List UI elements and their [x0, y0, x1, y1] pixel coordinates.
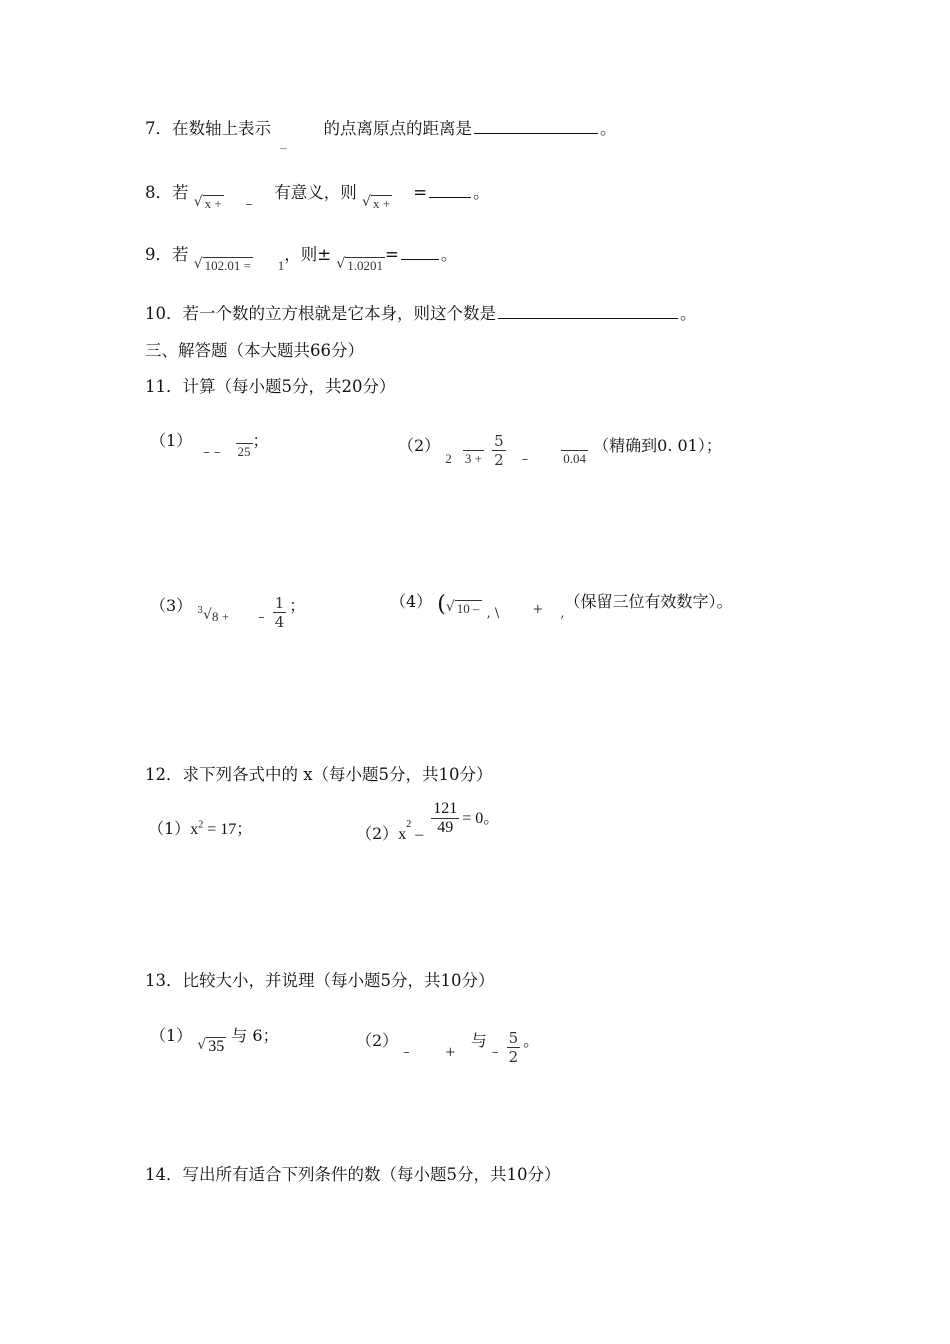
q11-p3-minus: –: [258, 610, 265, 625]
sqrt-sign-icon: √: [193, 194, 203, 210]
q13-p2-frac: [507, 1029, 521, 1066]
q11-p3-frac: [273, 594, 287, 631]
sqrt-sign-icon: √: [362, 194, 371, 210]
q10-end: 。: [680, 304, 697, 323]
q8-dash: –: [245, 197, 253, 212]
q11-p3-label: （3）: [150, 596, 193, 615]
q8-end: 。: [473, 183, 490, 202]
q12-p2-den: 49: [437, 819, 454, 836]
q8-text-b: 有意义，则: [274, 183, 357, 202]
q8-expr2: x +: [372, 196, 391, 211]
q13-p1-rest: 与 6；: [231, 1026, 279, 1045]
q11-p3-frac-bottom: 4: [274, 613, 285, 631]
q13-p1-label: （1）: [150, 1026, 193, 1045]
q9-answer-blank[interactable]: [401, 245, 439, 260]
q11-p4-label: （4）: [390, 592, 433, 611]
q13-p2-plus: +: [444, 1045, 456, 1060]
question-10: [145, 303, 697, 325]
q13-p2-with: 与: [470, 1031, 487, 1050]
q13-part-2: [356, 1023, 540, 1066]
q11-part-4: [390, 588, 733, 621]
q12-p2-frac: [431, 800, 459, 837]
q11-p3-cube-index: 3: [197, 605, 204, 616]
q9-one: 1: [277, 258, 285, 273]
q11-p2-rad: 0.04: [563, 451, 587, 466]
q10-answer-blank[interactable]: [498, 304, 678, 319]
q11-p4-close: ,: [560, 606, 565, 621]
q12-p2-sup: 2: [406, 818, 412, 830]
q9-text-b: ，则±: [284, 245, 332, 264]
q8-eq: =: [413, 183, 428, 202]
q11-p3-end: ；: [289, 596, 306, 615]
sqrt-sign-icon: √: [336, 256, 346, 272]
q13-p2-frac-bottom: 2: [508, 1048, 519, 1066]
q11-p1-rad: 25: [237, 444, 251, 459]
q12-part-2: [356, 800, 500, 843]
q12-p1-label: （1）: [148, 819, 191, 838]
q13-p2-minus2: –: [491, 1045, 499, 1060]
q13-p1-rad: 35: [208, 1038, 225, 1055]
q11-p1-dashes: – –: [203, 445, 221, 460]
q12-p2-rest: = 0。: [462, 810, 500, 827]
q12-p2-minus: –: [411, 826, 424, 843]
q7-answer-blank[interactable]: [474, 119, 598, 134]
q13-part-1: [150, 1023, 279, 1055]
q11-p3-rad: 8 +: [211, 609, 230, 624]
q11-p2-frac: [492, 432, 506, 469]
q12-part-1: [148, 816, 252, 839]
q11-p2-label: （2）: [398, 436, 441, 455]
q11-p2-frac-top: 5: [494, 432, 504, 450]
q13-p2-label: （2）: [356, 1031, 399, 1050]
q9-end: 。: [440, 245, 458, 264]
section-3-title: 三、解答题（本大题共66分）: [145, 341, 364, 360]
q11-part-1: [150, 428, 269, 460]
open-paren-icon: (: [437, 592, 446, 617]
q11-p2-three: 3 +: [464, 451, 482, 466]
question-9: [145, 244, 458, 273]
q12-p2-label: （2）: [356, 824, 399, 843]
q11-p4-rad: 10 –: [456, 601, 480, 616]
q11-p4-note: （保留三位有效数字）。: [564, 592, 733, 611]
q13-p2-minus: –: [403, 1045, 410, 1060]
q9-expr1: 102.01 =: [204, 258, 252, 273]
q11-p2-frac-bottom: 2: [494, 451, 504, 469]
q14-title: 14．写出所有适合下列条件的数（每小题5分，共10分）: [145, 1165, 561, 1184]
q7-text-b: 的点离原点的距离是: [323, 119, 472, 138]
q11-p1-label: （1）: [150, 431, 193, 450]
q13-title: 13．比较大小，并说理（每小题5分，共10分）: [145, 971, 495, 990]
q11-p1-end: ；: [252, 431, 269, 450]
q7-end: 。: [600, 119, 617, 138]
q11-p2-two: 2: [445, 451, 452, 466]
q8-expr1: x +: [204, 196, 222, 211]
q9-text-a: 9．若: [145, 245, 189, 264]
q7-text-a: 7．在数轴上表示: [145, 119, 271, 138]
q11-p4-plus: +: [532, 602, 544, 617]
q11-p4-mid: , \: [486, 606, 500, 621]
q12-p2-num: 121: [433, 800, 458, 817]
q8-answer-blank[interactable]: [429, 183, 471, 198]
q11-part-2: [398, 428, 722, 469]
q7-dash: _: [280, 135, 287, 150]
q10-text: 10．若一个数的立方根就是它本身，则这个数是: [145, 304, 496, 323]
sqrt-sign-icon: √: [445, 599, 455, 615]
sqrt-sign-icon: √: [203, 607, 212, 623]
q11-title: 11．计算（每小题5分，共20分）: [145, 377, 396, 396]
q11-part-3: [150, 588, 306, 631]
q12-p1-sup: 2: [198, 819, 204, 831]
q12-p2-expr: x: [398, 826, 407, 843]
q11-p2-note: （精确到0. 01）；: [593, 436, 722, 455]
q13-p2-frac-top: 5: [508, 1029, 519, 1047]
q12-title: 12．求下列各式中的 x（每小题5分，共10分）: [145, 765, 493, 784]
q12-p1-rest: = 17；: [203, 821, 253, 838]
question-7: [145, 118, 617, 150]
q13-p2-end: 。: [523, 1031, 540, 1050]
q12-p1-expr: x: [190, 821, 199, 838]
q11-p3-frac-top: 1: [274, 594, 285, 612]
q8-text-a: 8．若: [145, 183, 189, 202]
q9-expr2: 1.0201: [347, 258, 384, 273]
q9-eq: =: [385, 245, 399, 264]
question-8: [145, 182, 490, 212]
sqrt-sign-icon: √: [193, 256, 203, 272]
sqrt-sign-icon: √: [197, 1037, 207, 1053]
q11-p2-minus: –: [521, 452, 529, 467]
